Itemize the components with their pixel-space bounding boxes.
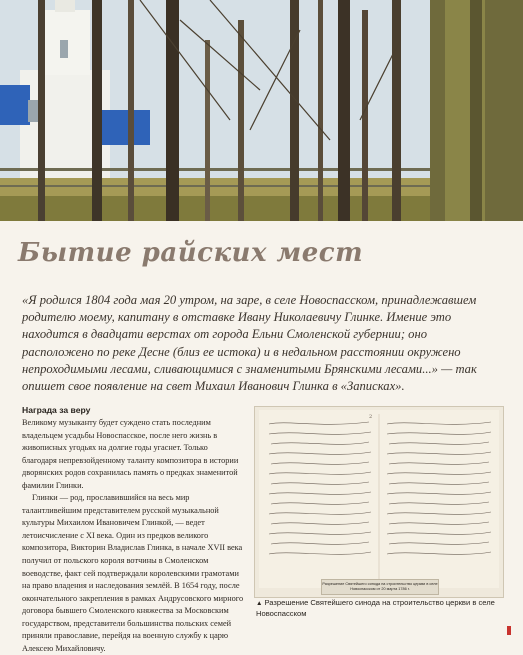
section-subheading: Награда за веру	[22, 405, 91, 415]
article-title: Бытие райских мест	[18, 238, 364, 268]
svg-text:2: 2	[369, 414, 373, 420]
triangle-marker-icon: ▲	[256, 600, 263, 607]
page-marker	[507, 626, 511, 635]
article-body	[22, 417, 244, 655]
article-lead-quote: «Я родился 1804 года мая 20 утром, на заре, в селе Новоспасском, принадлежавшем родителю моему, капитану в отставке Ивану Николаевичу Глинке. Имение это находится в двадцати верстах от города Ельни Смоленской губернии; оно расположено по реке Десне (близ ее истока) и в недальном расстоянии окружено непроходимыми лесами, сливающимися с знаменитыми Брянскими лесами...» — так опишет свое появление на свет Михаил Иванович Глинка в «Записках».	[22, 293, 477, 394]
document-inner-caption: Разрешение Святейшего синода на строительство церкви в селе Новоспасском от 20 марта 1786 г.	[321, 579, 439, 595]
body-paragraph: Глинки — род, прославившийся на весь мир талантливейшим представителем русской музыкальной культуры Михаилом Ивановичем Глинкой, — ведет летоисчисление с XI века. Один из предков великого композитора, Викторин Владислав Глинка, в начале XVII века получил от польского короля вотчины в Смоленском воеводстве, факт сей подтверждали королевскими грамотами на право владения и наследования землёй. В 1654 году, после окончательного закрепления в рамках Андрусовского мирного договора бывшего Смоленского княжества за Московским государством, представители большинства польских семей приняли православие, перейдя на военную службу к царю Алексею Михайловичу.	[22, 493, 244, 653]
document-figure	[254, 406, 504, 598]
body-paragraph: Великому музыканту будет суждено стать последним владельцем усадьбы Новоспасское, после него жизнь в живописных угодьях на долгие годы угаснет. Только благодаря непревзойденному таланту композитора в истории дворянских родов сохранилась память о предках знаменитой фамилии Глинки.	[22, 418, 239, 490]
figure-caption-text: Разрешение Святейшего синода на строительство церкви в селе Новоспасском	[256, 598, 495, 619]
figure-caption	[256, 598, 506, 619]
header-photo	[0, 0, 523, 221]
handwritten-document-image	[259, 410, 499, 588]
